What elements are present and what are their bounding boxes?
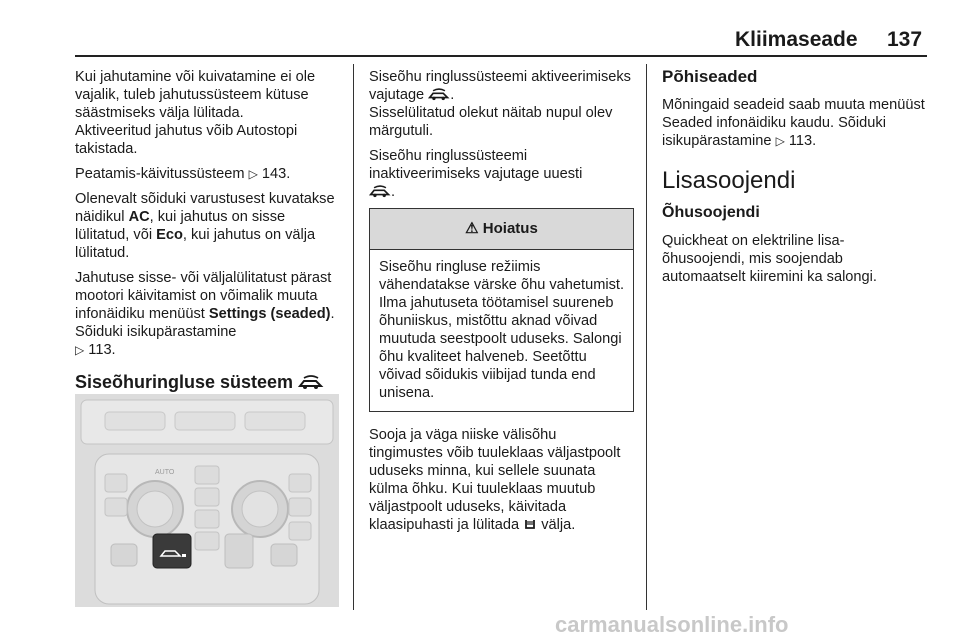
subsection-heading: Õhusoojendi <box>662 204 760 221</box>
paragraph: Kui jahutamine või kuivatamine ei ole vajalik, tuleb jahutussüsteem kütuse säästmiseks välja lülitada. Aktiveeritud jahutus võib Autostopi takistada. <box>75 69 316 157</box>
paragraph: Olenevalt sõiduki varustusest kuvatakse näidikul AC, kui jahutus on sisse lülitatud, või Eco, kui jahutus on välja lülitatud. <box>75 191 335 261</box>
reference-arrow-icon: ▷ <box>248 167 258 181</box>
section-heading-basic-settings: Põhiseaded <box>662 67 758 86</box>
page-title: Kliimaseade <box>735 28 858 51</box>
eco-label: Eco <box>156 227 183 243</box>
paragraph: Siseõhu ringlussüsteemi inaktiveerimiseks vajutage uuesti . <box>369 148 583 200</box>
ac-label: AC <box>128 209 150 225</box>
page-reference-link[interactable]: 113. <box>88 342 116 358</box>
column-3 <box>662 68 927 293</box>
column-divider-2 <box>646 64 647 610</box>
watermark: carmanualsonline.info <box>555 612 789 637</box>
page-reference-link[interactable]: 113. <box>788 133 817 149</box>
climate-control-panel-photo <box>75 394 339 607</box>
paragraph: Quickheat on elektriline lisa-õhusoojendi, mis soojendab automaatselt kiiremini ka salongi. <box>662 233 877 285</box>
warning-text: Siseõhu ringluse režiimis vähendatakse värske õhu vahetumist. Ilma jahutuseta töötamisel suureneb õhuniiskus, mistõttu aknad võivad muutuda seestpoolt uduseks. Salongi õhu kvaliteet halveneb. Seetõttu võivad sõidukis viibijad tunda end unisena. <box>379 259 624 401</box>
column-1 <box>75 68 343 401</box>
header-rule <box>75 55 927 57</box>
air-recirculation-icon <box>428 88 450 102</box>
page-number: 137 <box>887 28 923 51</box>
paragraph: Jahutuse sisse- või väljalülitatust pärast mootori käivitamist on võimalik muuta infonäidiku menüüst Settings (seaded). Sõiduki isikupärastamine ▷ 113. <box>75 270 335 358</box>
warning-triangle-icon: ⚠ <box>465 220 479 237</box>
section-heading: Siseõhuringluse süsteem <box>75 373 343 391</box>
warning-box <box>369 208 634 412</box>
settings-label: Settings (seaded) <box>208 306 331 322</box>
auto-label: AUTO <box>155 469 175 476</box>
paragraph: Siseõhu ringlussüsteemi aktiveerimiseks vajutage . Sisselülitatud olekut näitab nupul olev märgutuli. <box>369 69 631 139</box>
warning-header <box>370 209 633 250</box>
page-reference-link[interactable]: 143. <box>261 166 291 182</box>
reference-arrow-icon: ▷ <box>75 343 85 357</box>
warning-title: Hoiatus <box>482 220 538 237</box>
reference-arrow-icon: ▷ <box>775 134 785 148</box>
rear-window-heating-icon <box>523 518 537 532</box>
air-recirculation-icon <box>298 375 324 391</box>
column-2 <box>369 68 634 541</box>
paragraph: Peatamis-käivitussüsteem ▷ 143. <box>75 166 291 182</box>
air-recirculation-icon <box>369 185 391 199</box>
paragraph: Sooja ja väga niiske välisõhu tingimustes võib tuuleklaas väljastpoolt uduseks minna, kui sellele suunata külma õhku. Kui tuuleklaas muutub väljastpoolt uduseks, käivitada klaasipuhasti ja lülitada välja. <box>369 427 621 533</box>
chapter-heading: Lisasoojendi <box>662 167 796 194</box>
paragraph: Mõningaid seadeid saab muuta menüüst Seaded infonäidiku kaudu. Sõiduki isikupärastamine ▷ 113. <box>662 97 925 149</box>
column-divider-1 <box>353 64 354 610</box>
